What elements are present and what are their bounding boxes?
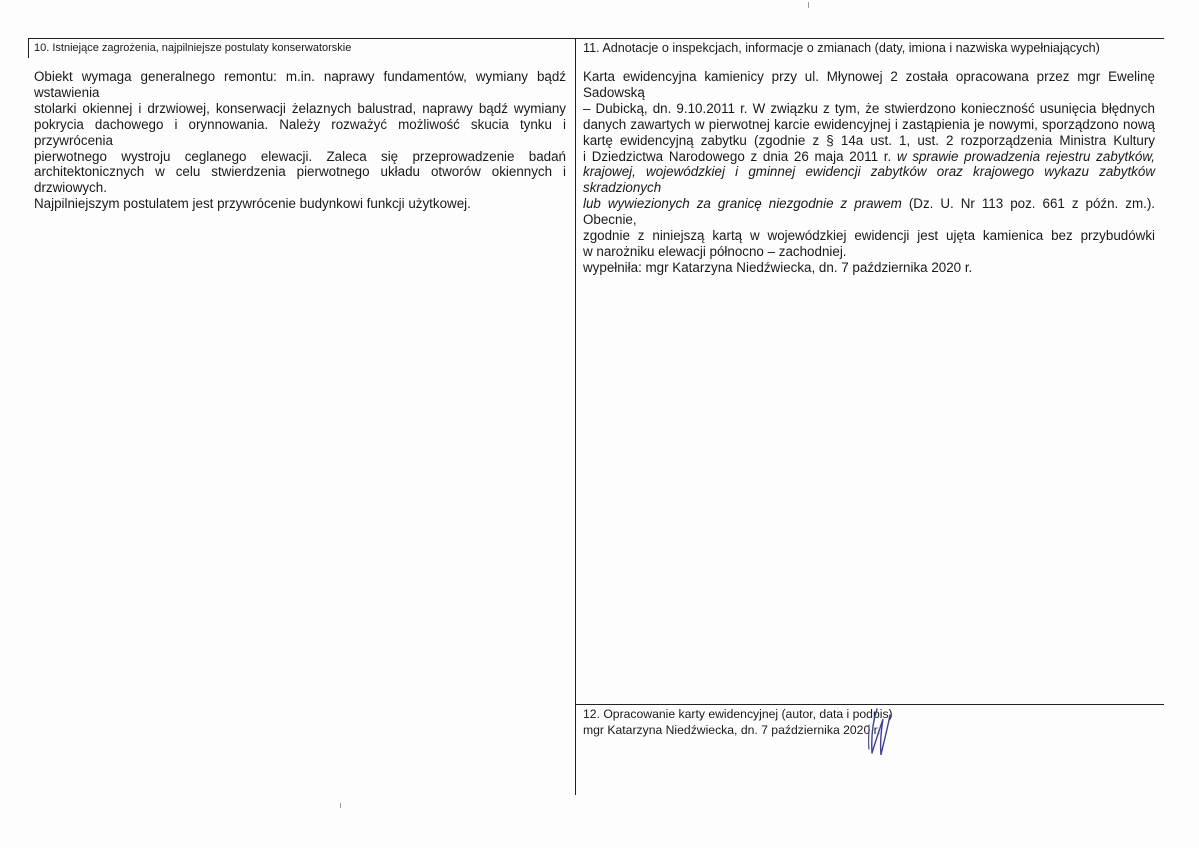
section11-line-2: – Dubicką, dn. 9.10.2011 r. W związku z tym, że stwierdzono konieczność usunięcia błędnych bbox=[583, 100, 1155, 116]
signature-mark bbox=[863, 705, 893, 765]
section10-text bbox=[34, 69, 566, 212]
section11-line-1: Karta ewidencyjna kamienicy przy ul. Młynowej 2 została opracowana przez mgr Ewelinę Sadowską bbox=[583, 69, 1155, 100]
column-divider bbox=[575, 38, 576, 795]
section10-header: 10. Istniejące zagrożenia, najpilniejsze postulaty konserwatorskie bbox=[34, 42, 352, 54]
section11-line-4: kartę ewidencyjną zabytku (zgodnie z § 14a ust. 1, ust. 2 rozporządzenia Ministra Kultury bbox=[583, 132, 1155, 148]
section10-line-6: Najpilniejszym postulatem jest przywrócenie budynkowi funkcji użytkowej. bbox=[34, 196, 471, 212]
section11-line-5 bbox=[583, 149, 1155, 165]
section11-line-7 bbox=[583, 196, 1155, 228]
section11-line-6: krajowej, wojewódzkiej i gminnej ewidencji zabytków oraz krajowego wykazu zabytków skradzionych bbox=[583, 164, 1155, 196]
scan-speck bbox=[340, 803, 341, 808]
section12-header: 12. Opracowanie karty ewidencyjnej (autor, data i podpis) bbox=[583, 707, 893, 721]
section10-line-2: stolarki okiennej i drzwiowej, konserwacji żelaznych balustrad, naprawy bądź wymiany bbox=[34, 100, 566, 116]
section11-text bbox=[583, 69, 1155, 276]
section10-line-1: Obiekt wymaga generalnego remontu: m.in. naprawy fundamentów, wymiany bądź wstawienia bbox=[34, 69, 566, 100]
section11-line-3: danych zawartych w pierwotnej karcie ewidencyjnej i zastąpienia je nowymi, sporządzono nową bbox=[583, 116, 1155, 132]
section10-line-3: pokrycia dachowego i orynnowania. Należy rozważyć możliwość skucia tynku i przywrócenia bbox=[34, 116, 566, 148]
top-border-line bbox=[28, 38, 1164, 39]
section11-line-7-italic: lub wywiezionych za granicę niezgodnie z prawem bbox=[583, 196, 902, 212]
section10-line-4: pierwotnego wystroju ceglanego elewacji. Zaleca się przeprowadzenie badań bbox=[34, 148, 566, 164]
section10-line-5: architektonicznych w celu stwierdzenia pierwotnego układu otworów okiennych i drzwiowych. bbox=[34, 164, 566, 196]
section11-line-10: wypełniła: mgr Katarzyna Niedźwiecka, dn. 7 października 2020 r. bbox=[583, 259, 973, 275]
scan-speck bbox=[808, 2, 809, 8]
section11-line-5-italic: w sprawie prowadzenia rejestru zabytków, bbox=[896, 148, 1155, 164]
section10-left-border bbox=[28, 38, 29, 58]
section11-header: 11. Adnotacje o inspekcjach, informacje o zmianach (daty, imiona i nazwiska wypełniających) bbox=[583, 41, 1100, 55]
section11-line-7-regular: (Dz. U. Nr 113 poz. 661 z późn. zm.). Obecnie, bbox=[583, 196, 1155, 228]
section12-author: mgr Katarzyna Niedźwiecka, dn. 7 października 2020 r. bbox=[583, 723, 881, 737]
section11-line-5-regular: i Dziedzictwa Narodowego z dnia 26 maja 2011 r. bbox=[583, 148, 892, 164]
section11-line-8: zgodnie z niniejszą kartą w wojewódzkiej ewidencji jest ujęta kamienica bez przybudówki bbox=[583, 228, 1155, 244]
section11-line-9: w narożniku elewacji północno – zachodniej. bbox=[583, 243, 847, 259]
